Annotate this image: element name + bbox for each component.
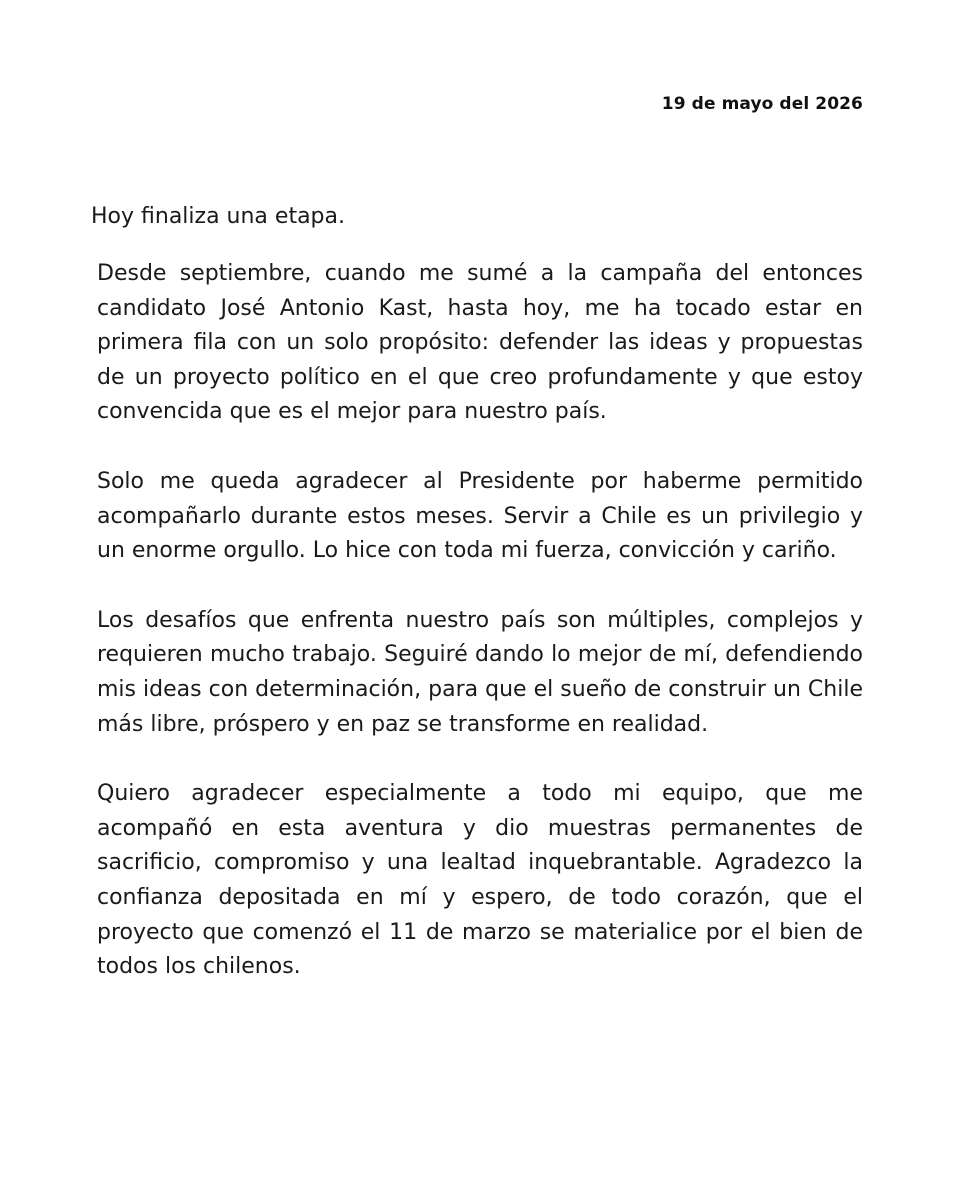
paragraph-gratitude-team: Quiero agradecer especialmente a todo mi equipo, que me acompañó en esta aventura y dio muestras permanentes de sacrificio, compromiso y una lealtad inquebrantable. Agradezco la confianza depositada en mí y espero, de todo corazón, que el proyecto que comenzó el 11 de marzo se materialice por el bien de todos los chilenos.: [97, 781, 863, 980]
paragraph-campaign: Desde septiembre, cuando me sumé a la campaña del entonces candidato José Antonio Kast, hasta hoy, me ha tocado estar en primera fila con un solo propósito: defender las ideas y propuestas de un proyecto político en el que creo profundamente y que estoy convencida que es el mejor para nuestro país.: [97, 261, 863, 425]
letter-date: 19 de mayo del 2026: [661, 94, 863, 114]
paragraph-gratitude-president: Solo me queda agradecer al Presidente por haberme permitido acompañarlo durante estos meses. Servir a Chile es un privilegio y un enorme orgullo. Lo hice con toda mi fuerza, convicción y cariño.: [97, 468, 863, 564]
letter-heading: Hoy finaliza una etapa.: [91, 204, 345, 229]
letter-body: [97, 257, 863, 1020]
paragraph-challenges: Los desafíos que enfrenta nuestro país son múltiples, complejos y requieren mucho trabajo. Seguiré dando lo mejor de mí, defendiendo mis ideas con determinación, para que el sueño de construir un Chile más libre, próspero y en paz se transforme en realidad.: [97, 607, 863, 737]
